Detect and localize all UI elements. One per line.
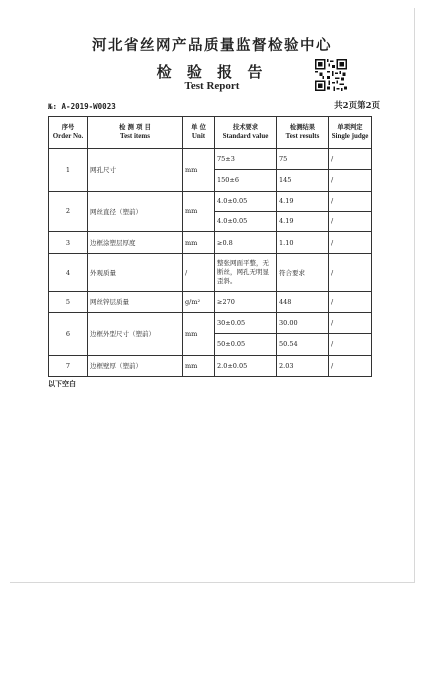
table-header-row <box>49 117 372 149</box>
report-number: №: A-2019-W0023 <box>48 102 116 111</box>
row-test-result: 30.00 <box>277 312 329 333</box>
blank-below-note: 以下空白 <box>48 379 76 388</box>
row-unit: / <box>183 254 215 291</box>
header-test-results: 检测结果 Test results <box>277 117 329 149</box>
table-row <box>49 191 372 211</box>
row-test-item: 边框壁厚（塑前） <box>88 355 183 376</box>
row-judge: / <box>329 211 372 231</box>
row-unit: mm <box>183 312 215 355</box>
row-unit: g/m² <box>183 291 215 312</box>
row-test-result: 4.19 <box>277 211 329 231</box>
row-test-item: 外观质量 <box>88 254 183 291</box>
row-test-result: 2.03 <box>277 355 329 376</box>
row-standard-value: 4.0±0.05 <box>215 191 277 211</box>
row-unit: mm <box>183 148 215 191</box>
row-judge: / <box>329 191 372 211</box>
table-row <box>49 148 372 169</box>
row-judge: / <box>329 334 372 355</box>
table-row <box>49 232 372 254</box>
row-standard-value: 50±0.05 <box>215 334 277 355</box>
row-test-item: 边框涂塑层厚度 <box>88 232 183 254</box>
row-order-no: 5 <box>49 291 88 312</box>
report-title-en: Test Report <box>184 80 240 92</box>
row-unit: mm <box>183 191 215 231</box>
row-test-result: 50.54 <box>277 334 329 355</box>
row-judge: / <box>329 355 372 376</box>
row-test-result: 符合要求 <box>277 254 329 291</box>
row-order-no: 2 <box>49 191 88 231</box>
report-title-cn: 检 验 报 告 <box>156 63 268 81</box>
row-standard-value: 整张网面平整，无断丝，网孔无明显歪斜。 <box>215 254 277 291</box>
inspection-center-name: 河北省丝网产品质量监督检验中心 <box>92 37 332 54</box>
row-standard-value: ≥0.8 <box>215 232 277 254</box>
row-standard-value: 30±0.05 <box>215 312 277 333</box>
row-test-result: 448 <box>277 291 329 312</box>
row-unit: mm <box>183 232 215 254</box>
row-test-result: 145 <box>277 170 329 191</box>
header-unit: 单 位 Unit <box>183 117 215 149</box>
row-order-no: 6 <box>49 312 88 355</box>
header-test-items: 检 测 项 目 Test items <box>88 117 183 149</box>
row-judge: / <box>329 291 372 312</box>
page-indicator: 共2页第2页 <box>334 101 380 111</box>
row-test-item: 边框外型尺寸（塑前） <box>88 312 183 355</box>
table-row <box>49 312 372 333</box>
row-standard-value: ≥270 <box>215 291 277 312</box>
table-row <box>49 355 372 376</box>
header-single-judge: 单项判定 Single judge <box>329 117 372 149</box>
row-standard-value: 75±3 <box>215 148 277 169</box>
row-test-item: 网丝锌层质量 <box>88 291 183 312</box>
test-results-table <box>48 116 372 377</box>
row-order-no: 7 <box>49 355 88 376</box>
row-order-no: 4 <box>49 254 88 291</box>
row-judge: / <box>329 148 372 169</box>
row-judge: / <box>329 254 372 291</box>
row-test-result: 1.10 <box>277 232 329 254</box>
header-standard-value: 技术要求 Standard value <box>215 117 277 149</box>
row-test-result: 75 <box>277 148 329 169</box>
row-judge: / <box>329 170 372 191</box>
row-judge: / <box>329 232 372 254</box>
qr-code-icon <box>315 59 347 91</box>
row-order-no: 1 <box>49 148 88 191</box>
row-test-result: 4.19 <box>277 191 329 211</box>
row-order-no: 3 <box>49 232 88 254</box>
row-standard-value: 2.0±0.05 <box>215 355 277 376</box>
row-test-item: 网孔尺寸 <box>88 148 183 191</box>
table-row <box>49 291 372 312</box>
row-test-item: 网丝直径（塑前） <box>88 191 183 231</box>
row-unit: mm <box>183 355 215 376</box>
header-order-no: 序号 Order No. <box>49 117 88 149</box>
table-row <box>49 254 372 291</box>
row-judge: / <box>329 312 372 333</box>
row-standard-value: 4.0±0.05 <box>215 211 277 231</box>
row-standard-value: 150±6 <box>215 170 277 191</box>
